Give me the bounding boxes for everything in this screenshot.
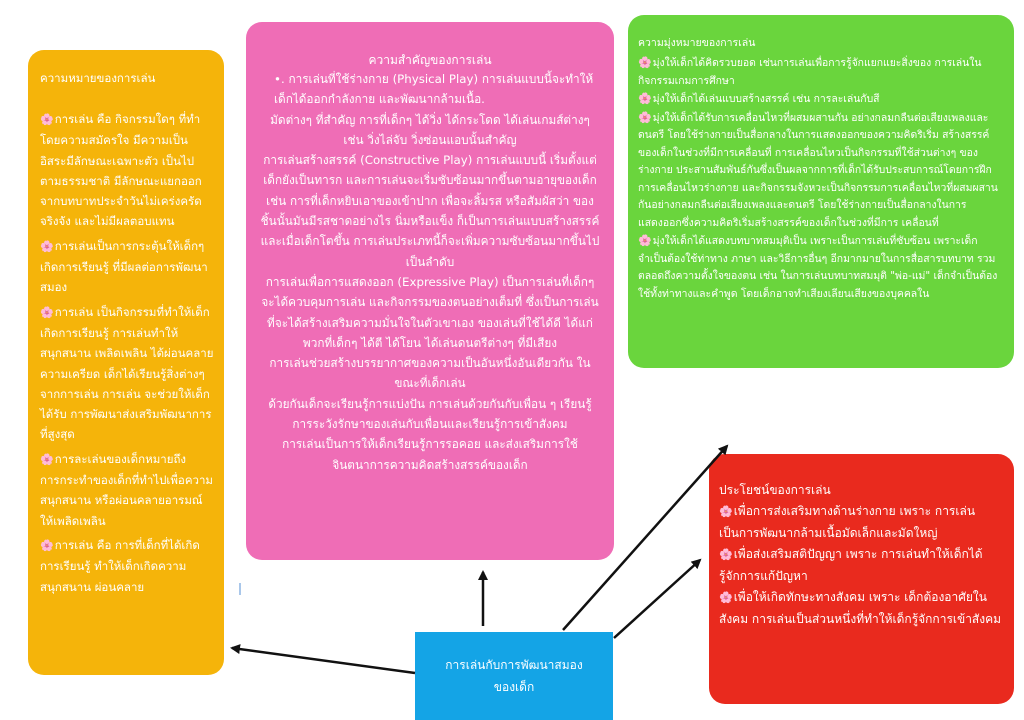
meaning-item: 🌸การเล่น เป็นกิจกรรมที่ทำให้เด็กเกิดการเรียนรู้ การเล่นทำให้สนุกสนาน เพลิดเพลิน ได้ผ่อนคลายความเครียด เด็กได้เรียนรู้สิ่งต่างๆจากการเล่น การเล่น จะช่วยให้เด็กได้รับ การพัฒนาส่งเสริมพัฒนาการที่สูงสุด: [40, 304, 214, 442]
flower-icon: 🌸: [638, 92, 652, 105]
flower-icon: 🌸: [719, 548, 733, 561]
importance-title: ความสำคัญของการเล่น: [368, 53, 492, 67]
benefits-title: ประโยชน์ของการเล่น: [719, 483, 831, 497]
flower-icon: 🌸: [40, 239, 54, 253]
importance-paragraph: การเล่นเป็นการให้เด็กเรียนรู้การรอคอย และส่งเสริมการใช้จินตนาการความคิดสร้างสรรค์ของเด็ก: [282, 437, 578, 472]
importance-paragraph: •. การเล่นที่ใช้ร่างกาย (Physical Play) การเล่นแบบนี้จะทำให้เด็กได้ออกกำลังกาย และพัฒนากล้ามเนื้อ.: [274, 72, 594, 107]
importance-paragraph: การเล่นเพื่อการแสดงออก (Expressive Play) เป็นการเล่นที่เด็กๆ จะได้ควบคุมการเล่น และกิจกรรมของตนอย่างเต็มที่ ซึ่งเป็นการเล่นที่จะได้สร้างเสริมความมั่นใจในตัวเขาเอง ของเล่นที่ใช้ได้ดี ได้แก่ พวกที่เด็กๆ ได้ตี ได้โยน ได้เล่นดนตรีต่างๆ ที่มีเสียง: [261, 274, 599, 350]
importance-paragraph: ด้วยกันเด็กจะเรียนรู้การแบ่งปัน การเล่นด้วยกันกับเพื่อน ๆ เรียนรู้การระวังรักษาของเล่นกับเพื่อนและเรียนรู้การเข้าสังคม: [268, 396, 592, 432]
importance-paragraph: การเล่นสร้างสรรค์ (Constructive Play) การเล่นแบบนี้ เริ่มตั้งแต่เด็กยังเป็นทารก และการเล่นจะเริ่มซับซ้อนมากขึ้นตามอายุของเด็ก เช่น การที่เด็กหยิบเอาของเข้าปาก เพื่อจะลิ้มรส หรือสัมผัสว่า ของชิ้นนั้นมันมีรสชาดอย่างไร นิ่มหรือแข็ง ก็เป็นการเล่นแบบสร้างสรรค์ และเมื่อเด็กโตขึ้น การเล่นประเภทนี้ก็จะเพิ่มความซับซ้อนมากขึ้นไปเป็นลำดับ: [260, 153, 600, 269]
flower-icon: 🌸: [719, 591, 733, 604]
flower-icon: 🌸: [40, 113, 54, 126]
meaning-item: 🌸การเล่น คือ การที่เด็กที่ได้เกิดการเรียนรู้ ทำให้เด็กเกิดความสนุกสนาน ผ่อนคลาย: [40, 537, 200, 594]
benefits-item: 🌸เพื่อให้เกิดทักษะทางสังคม เพราะ เด็กต้องอาศัยในสังคม การเล่นเป็นส่วนหนึ่งที่ทำให้เด็กรู้จักการเข้าสังคม: [719, 590, 1002, 626]
importance-paragraph: การเล่นช่วยสร้างบรรยากาศของความเป็นอันหนึ่งอันเดียวกัน ในขณะที่เด็กเล่น: [269, 356, 591, 391]
arrow-to-goals: [563, 446, 727, 630]
meaning-item: 🌸การเล่น คือ กิจกรรมใดๆ ที่ทำโดยความสมัครใจ มีความเป็นอิสระมีลักษณะเฉพาะตัว เป็นไปตามธรรมชาติ มีลักษณะแยกออกจากบทบาทประจำวันไม่เคร่งครัดจริงจัง และไม่มีผลตอบแทน: [40, 112, 202, 229]
benefits-item: 🌸เพื่อการส่งเสริมทางด้านร่างกาย เพราะ การเล่นเป็นการพัฒนากล้ามเนื้อมัดเล็กและมัดใหญ่: [719, 504, 976, 540]
flower-icon: 🌸: [638, 234, 652, 247]
goals-item: 🌸มุ่งให้เด็กได้แสดงบทบาทสมมุติเป็น เพราะเป็นการเล่นที่ซับซ้อน เพราะเด็กจำเป็นต้องใช้ท่าทาง ภาษา และวิธีการอื่นๆ อีกมากมายในการสื่อสารบทบาท รวมตลอดถึงความตั้งใจของตน เช่น ในการเล่นบทบาทสมมุติ "พ่อ-แม่" เด็กจำเป็นต้องใช้ทั้งท่าทางและคำพูด โดยเด็กอาจทำเสียงเลียนเสียงของบุคคลใน: [638, 234, 998, 300]
arrow-to-benefits: [614, 560, 700, 638]
goals-item: 🌸มุ่งให้เด็กได้รับการเคลื่อนไหวที่ผสมผสานกัน อย่างกลมกลืนต่อเสียงเพลงและดนตรี โดยใช้ร่างกายเป็นสื่อกลางในการแสดงออกของความคิดริเริ่ม สร้างสรรค์ของเด็กในช่วงที่มีการเคลื่อนที่ การเคลื่อนไหวเป็นกิจกรรมที่ใช้ส่วนต่างๆ ของร่างกาย ประสานสัมพันธ์กันซึ่งเป็นผลจากการที่เด็กได้รับประสบการณ์โดยการฝึกการเคลื่อนไหวร่างกาย และกิจกรรมจังหวะเป็นกิจกรรมการเคลื่อนไหวที่ผสมผสานกันอย่างกลมกลืนต่อเสียงเพลงและดนตรี โดยใช้ร่างกายเป็นสื่อกลางในการแสดงออกซึ่งความคิดริเริ่มสร้างสรรค์ของเด็กในช่วงที่มีการ เคลื่อนที่: [638, 110, 998, 229]
goals-item: 🌸มุ่งให้เด็กได้คิดรวบยอด เช่นการเล่นเพื่อการรู้จักแยกแยะสิ่งของ การเล่นในกิจกรรมเกมการศึกษา: [638, 56, 982, 87]
flower-icon: 🌸: [40, 305, 54, 319]
meaning-item: 🌸การเล่นเป็นการกระตุ้นให้เด็กๆเกิดการเรียนรู้ ที่มีผลต่อการพัฒนาสมอง: [40, 238, 208, 295]
goals-item: 🌸มุ่งให้เด็กได้เล่นแบบสร้างสรรค์ เช่น การละเล่นกับสี: [638, 92, 880, 105]
meaning-title: ความหมายของการเล่น: [40, 71, 156, 85]
goals-title: ความมุ่งหมายของการเล่น: [638, 37, 756, 49]
flower-icon: 🌸: [40, 538, 54, 552]
importance-paragraph: มัดต่างๆ ที่สำคัญ การที่เด็กๆ ได้วิ่ง ได้กระโดด ได้เล่นเกมส์ต่างๆ เช่น วิ่งไล่จับ วิ่งซ่อนแอบนั้นสำคัญ: [270, 112, 590, 147]
arrow-to-meaning: [232, 648, 415, 673]
flower-icon: 🌸: [638, 56, 652, 69]
meaning-item: 🌸การละเล่นของเด็กหมายถึง การกระทำของเด็กที่ทำไปเพื่อความสนุกสนาน หรือผ่อนคลายอารมณ์ให้เพลิดเพลิน: [40, 451, 214, 528]
flower-icon: 🌸: [638, 110, 652, 124]
flower-icon: 🌸: [40, 452, 54, 466]
central-topic-label: การเล่นกับการพัฒนาสมองของเด็ก: [445, 658, 583, 694]
benefits-item: 🌸เพื่อส่งเสริมสติปัญญา เพราะ การเล่นทำให้เด็กได้รู้จักการแก้ปัญหา: [719, 547, 983, 583]
flower-icon: 🌸: [719, 505, 733, 518]
